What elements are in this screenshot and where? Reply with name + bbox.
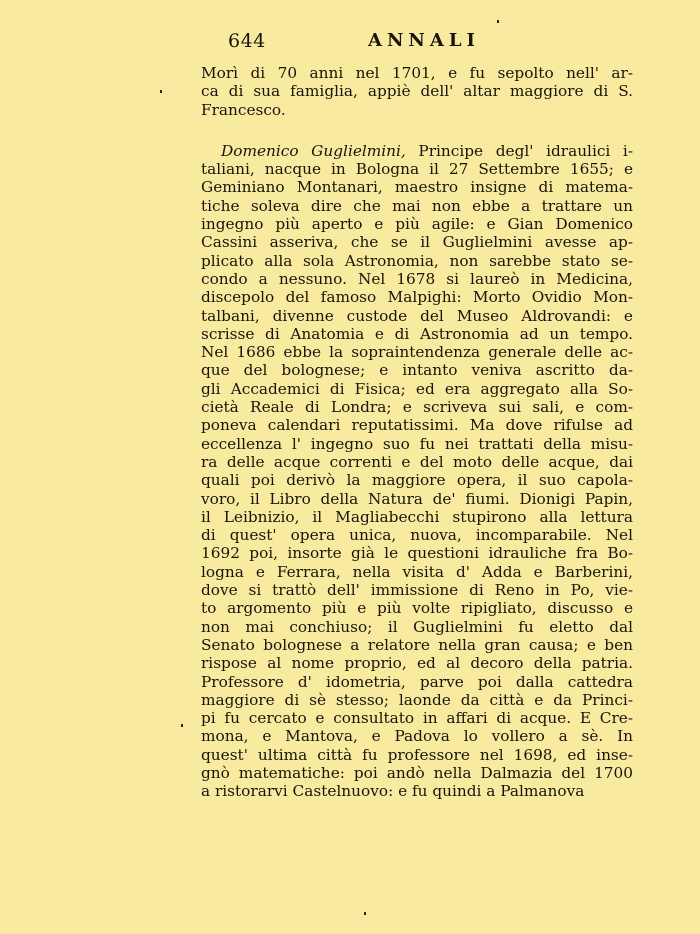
first-line-rest: Principe degl' idraulici i-: [405, 141, 633, 160]
text-line: Cassini asseriva, che se il Guglielmini avesse ap-: [201, 233, 633, 252]
text-line: ingegno più aperto e più agile: e Gian Domenico: [201, 215, 633, 234]
text-line: Geminiano Montanari, maestro insigne di matema-: [201, 178, 633, 197]
text-line: voro, il Libro della Natura de' fiumi. Dionigi Papin,: [201, 489, 633, 508]
page-header: [200, 30, 640, 58]
text-line: scrisse di Anatomia e di Astronomia ad un tempo.: [201, 324, 633, 343]
text-line: quali poi derivò la maggiore opera, il suo capola-: [201, 471, 633, 490]
text-line: non mai conchiuso; il Guglielmini fu eletto dal: [201, 617, 633, 636]
text-line: talbani, divenne custode del Museo Aldrovandi: e: [201, 306, 633, 325]
text-line: discepolo del famoso Malpighi: Morto Ovidio Mon-: [201, 288, 633, 307]
text-line: ca di sua famiglia, appiè dell' altar maggiore di S.: [201, 82, 633, 101]
text-line: gnò matematiche: poi andò nella Dalmazia del 1700: [201, 763, 633, 782]
text-line: Francesco.: [201, 100, 286, 119]
text-line: taliani, nacque in Bologna il 27 Settembre 1655; e: [201, 160, 633, 179]
text-line: eccellenza l' ingegno suo fu nei trattati della misu-: [201, 434, 633, 453]
text-line: 1692 poi, insorte già le questioni idrauliche fra Bo-: [201, 544, 633, 563]
text-line: di quest' opera unica, nuova, incomparabile. Nel: [201, 526, 633, 545]
text-line: logna e Ferrara, nella visita d' Adda e Barberini,: [201, 562, 633, 581]
text-line: Morì di 70 anni nel 1701, e fu sepolto nell' ar-: [201, 64, 633, 82]
paper-speck: [364, 912, 366, 915]
text-line: Professore d' idometria, parve poi dalla cattedra: [201, 672, 633, 691]
body-text: [201, 64, 633, 801]
text-line-first: [201, 142, 633, 160]
paper-speck: [181, 724, 183, 727]
text-line: quest' ultima città fu professore nel 1698, ed inse-: [201, 745, 633, 764]
text-line: ra delle acque correnti e del moto delle acque, dai: [201, 452, 633, 471]
text-line: tiche soleva dire che mai non ebbe a trattare un: [201, 196, 633, 215]
text-line: maggiore di sè stesso; laonde da città e da Princi-: [201, 690, 633, 709]
paragraph-gap: [201, 119, 633, 142]
paragraph-1: [201, 64, 633, 119]
text-line: Senato bolognese a relatore nella gran causa; e ben: [201, 635, 633, 654]
text-line: a ristorarvi Castelnuovo: e fu quindi a Palmanova: [201, 782, 585, 801]
text-line: poneva calendari reputatissimi. Ma dove rifulse ad: [201, 416, 633, 435]
text-line: to argomento più e più volte ripigliato, discusso e: [201, 599, 633, 618]
text-line: gli Accademici di Fisica; ed era aggregato alla So-: [201, 379, 633, 398]
text-line: condo a nessuno. Nel 1678 si laureò in Medicina,: [201, 269, 633, 288]
text-line: mona, e Mantova, e Padova lo vollero a sè. In: [201, 727, 633, 746]
text-line: que del bolognese; e intanto veniva ascritto da-: [201, 361, 633, 380]
text-line: Nel 1686 ebbe la sopraintendenza generale delle ac-: [201, 343, 633, 362]
text-line: il Leibnizio, il Magliabecchi stupirono alla lettura: [201, 507, 633, 526]
text-line: rispose al nome proprio, ed al decoro della patria.: [201, 654, 633, 673]
paper-speck: [497, 20, 499, 23]
paper-speck: [160, 90, 162, 93]
paragraph-2-lines: [201, 160, 633, 800]
page-number: 644: [228, 30, 266, 52]
running-head: ANNALI: [368, 30, 480, 51]
text-line: cietà Reale di Londra; e scriveva sui sali, e com-: [201, 398, 633, 417]
text-line: pi fu cercato e consultato in affari di acque. E Cre-: [201, 709, 633, 728]
text-line: plicato alla sola Astronomia, non sarebbe stato se-: [201, 251, 633, 270]
text-line: dove si trattò dell' immissione di Reno in Po, vie-: [201, 581, 633, 600]
paragraph-2: [201, 142, 633, 801]
person-name: Domenico Guglielmini,: [221, 141, 406, 160]
